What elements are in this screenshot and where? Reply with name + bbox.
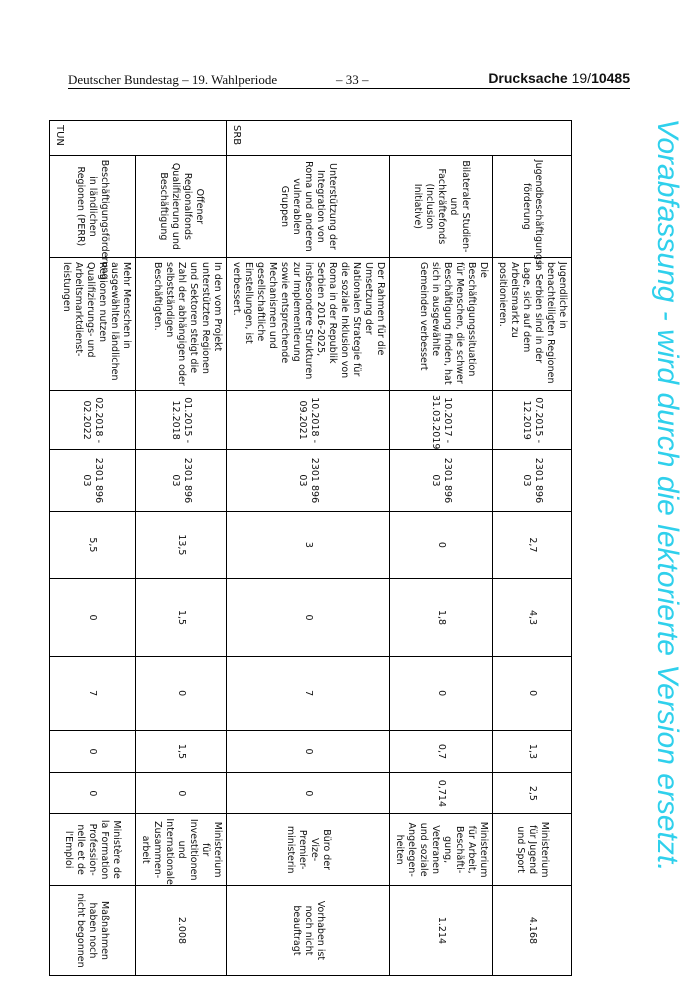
v3-cell: 0 <box>390 656 493 730</box>
page-number: – 33 – <box>336 72 369 87</box>
v4-cell: 0,7 <box>390 730 493 773</box>
title-cell: 2301 896 03 <box>390 450 493 511</box>
v4-cell: 1,3 <box>493 730 572 773</box>
period-cell: 02.2018 - 02.2022 <box>50 390 136 449</box>
name-cell: Offener Regionalfonds Qualifizierung und Beschäftigung <box>136 155 227 257</box>
total-cell: 2.008 <box>136 885 227 975</box>
table-row <box>50 121 136 976</box>
v1-cell: 3 <box>227 511 390 579</box>
ministry-cell: Ministère de la Formation Profession-nelle et de l'Emploi <box>50 814 136 886</box>
v2-cell: 4,3 <box>493 579 572 657</box>
v5-cell: 0 <box>136 773 227 814</box>
period-cell: 10.2018 - 09.2021 <box>227 390 390 449</box>
name-cell: Bilateraler Studien- und Fachkräftefonds (Inclusion Initiative) <box>390 155 493 257</box>
country-cell <box>136 121 227 156</box>
country-cell: TUN <box>50 121 136 156</box>
table-row <box>227 121 390 976</box>
title-cell: 2301 896 03 <box>136 450 227 511</box>
v2-cell: 1,5 <box>136 579 227 657</box>
v2-cell: 0 <box>50 579 136 657</box>
country-cell <box>493 121 572 156</box>
total-cell: 4.168 <box>493 885 572 975</box>
header-left: Deutscher Bundestag – 19. Wahlperiode <box>68 72 278 87</box>
v3-cell: 0 <box>493 656 572 730</box>
watermark: Vorabfassung - wird durch die lektorierte Version ersetzt. <box>651 118 684 872</box>
v5-cell: 0 <box>227 773 390 814</box>
header-rule <box>68 88 630 89</box>
table-container <box>54 120 572 976</box>
v2-cell: 0 <box>227 579 390 657</box>
title-cell: 2301 896 03 <box>227 450 390 511</box>
total-cell: 1.214 <box>390 885 493 975</box>
table-row <box>136 121 227 976</box>
v3-cell: 7 <box>50 656 136 730</box>
desc-cell: Die Beschäftigungssituation für Menschen, die schwer Beschäftigung finden, hat sich in ausgewählte Gemeinden verbessert <box>390 258 493 391</box>
ministry-cell: Ministerium für Investitionen und Internationale Zusammen-arbeit <box>136 814 227 886</box>
period-cell: 01.2015 - 12.2018 <box>136 390 227 449</box>
ministry-cell: Büro der Vize-Premier-ministerin <box>227 814 390 886</box>
desc-cell: Mehr Menschen in ausgewählten ländlichen Regionen nutzen Qualifizierungs- und Arbeitsmarktdienst-leistungen <box>50 258 136 391</box>
document-number: Drucksache 19/10485 <box>488 70 630 86</box>
v5-cell: 0,714 <box>390 773 493 814</box>
v1-cell: 2,7 <box>493 511 572 579</box>
ministry-cell: Ministerium für Arbeit, Beschäfti-gung, Veteranen und soziale Angelegen-heiten <box>390 814 493 886</box>
table-row <box>390 121 493 976</box>
name-cell: Jugendbeschäftigungs-förderung <box>493 155 572 257</box>
title-cell: 2301 896 03 <box>493 450 572 511</box>
desc-cell: Jugendliche in benachteiligten Regionen in Serbien sind in der Lage, sich auf dem Arbeitsmarkt zu positionieren. <box>493 258 572 391</box>
v1-cell: 0 <box>390 511 493 579</box>
v3-cell: 7 <box>227 656 390 730</box>
table-row <box>493 121 572 976</box>
data-table <box>49 120 572 976</box>
total-cell: Vorhaben ist noch nicht beauftragt <box>227 885 390 975</box>
v5-cell: 2,5 <box>493 773 572 814</box>
country-cell <box>390 121 493 156</box>
ministry-cell: Ministerium für Jugend und Sport <box>493 814 572 886</box>
v1-cell: 13,5 <box>136 511 227 579</box>
desc-cell: In den vom Projekt unterstützten Regionen und Sektoren steigt die Zahl der abhängigen oder selbstständigen Beschäftigten. <box>136 258 227 391</box>
total-cell: Maßnahmen haben noch nicht begonnen <box>50 885 136 975</box>
period-cell: 07.2015 - 12.2019 <box>493 390 572 449</box>
v2-cell: 1,8 <box>390 579 493 657</box>
name-cell: Beschäftigungsförderung in ländlichen Regionen (PERR) <box>50 155 136 257</box>
title-cell: 2301 896 03 <box>50 450 136 511</box>
v4-cell: 0 <box>50 730 136 773</box>
country-cell: SRB <box>227 121 390 156</box>
v3-cell: 0 <box>136 656 227 730</box>
desc-cell: Der Rahmen für die Umsetzung der Nationalen Strategie für die soziale Inklusion von Roma in der Republik Serbien 2016-2025, insbesondere Strukturen zur Implementierung sowie entsprechende Mechanismen und gesellschaftliche Einstellungen, ist verbessert. <box>227 258 390 391</box>
v4-cell: 1,5 <box>136 730 227 773</box>
name-cell: Unterstützung der Integration von Roma und anderen vulnerablen Gruppen <box>227 155 390 257</box>
v4-cell: 0 <box>227 730 390 773</box>
v5-cell: 0 <box>50 773 136 814</box>
period-cell: 10.2017 - 31.03.2019 <box>390 390 493 449</box>
v1-cell: 5,5 <box>50 511 136 579</box>
